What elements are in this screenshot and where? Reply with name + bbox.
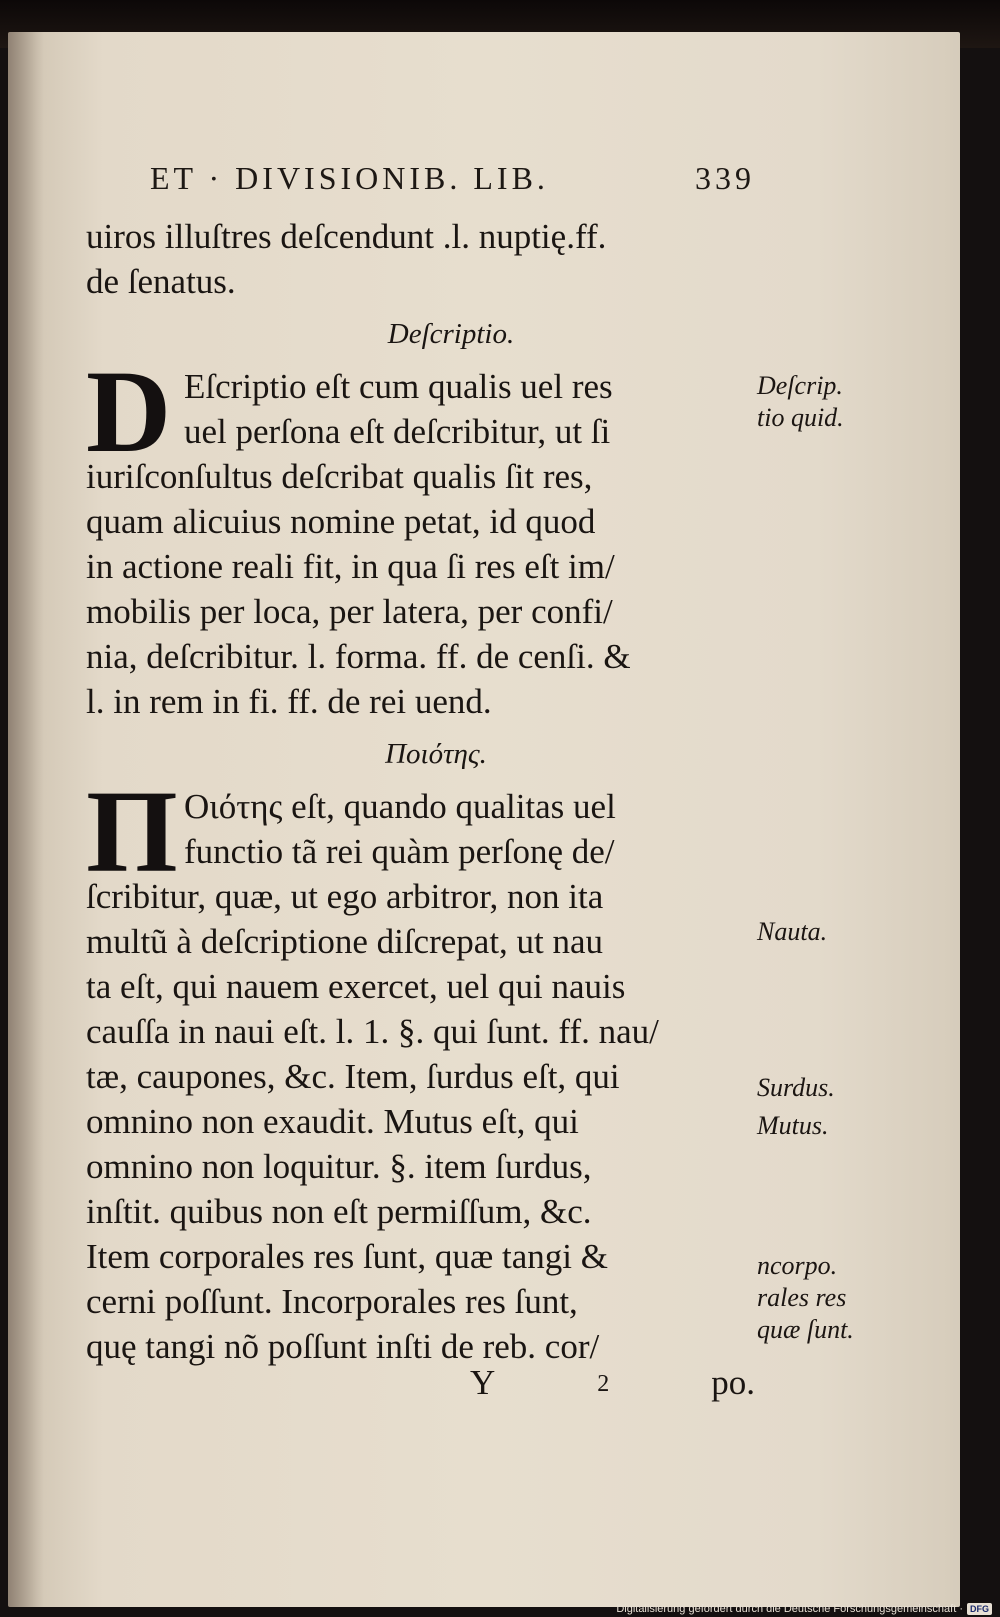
text-line: mobilis per loca, per latera, per confi/ (86, 592, 613, 631)
text-line: omnino non exaudit. Mutus eſt, qui (86, 1102, 579, 1141)
margin-note-line: tio quid. (757, 403, 844, 432)
text-line: tæ, caupones, &c. Item, ſurdus eſt, qui (86, 1057, 620, 1096)
text-line: ta eſt, qui nauem exercet, uel qui nauis (86, 967, 626, 1006)
paragraph-descriptio (86, 346, 746, 724)
margin-note-surdus: Surdus. (757, 1073, 835, 1102)
text-line: in actione reali fit, in qua ſi res eſt im/ (86, 547, 615, 586)
page-number: 339 (695, 160, 755, 196)
credit-text: Digitalisierung gefördert durch die Deutsche Forschungsgemeinschaft · (616, 1603, 963, 1615)
dfg-logo: DFG (967, 1603, 992, 1615)
text-line: multũ à deſcriptione diſcrepat, ut nau (86, 922, 604, 961)
text-line: omnino non loquitur. §. item ſurdus, (86, 1147, 592, 1186)
drop-initial: D (86, 346, 172, 477)
margin-note-descriptio (757, 370, 907, 434)
margin-note-mutus: Mutus. (757, 1111, 829, 1140)
margin-note-line: ncorpo. (757, 1251, 838, 1280)
margin-note-nauta: Nauta. (757, 917, 828, 946)
text-line: quę tangi nõ poſſunt inſti de reb. cor/ (86, 1327, 600, 1366)
paragraph-poiotes (86, 766, 746, 1369)
signature-number: 2 (597, 1371, 610, 1397)
text-line: Οιότης eſt, quando qualitas uel (184, 787, 616, 826)
text-line: inſtit. quibus non eſt permiſſum, &c. (86, 1192, 592, 1231)
section-heading-descriptio: Deſcriptio. (387, 318, 515, 350)
page-gutter-shadow (8, 32, 44, 1607)
catchword: po. (711, 1363, 755, 1402)
section-heading-poiotes: Ποιότης. (385, 738, 487, 770)
margin-note-incorporales (757, 1250, 907, 1346)
running-head (150, 160, 755, 197)
text-line: nia, deſcribitur. l. forma. ff. de cenſi. & (86, 637, 631, 676)
text-line: quam alicuius nomine petat, id quod (86, 502, 596, 541)
text-line: de ſenatus. (86, 262, 236, 301)
text-line: cerni poſſunt. Incorporales res ſunt, (86, 1282, 578, 1321)
signature-mark: Y (470, 1363, 496, 1402)
margin-note-line: rales res (757, 1283, 847, 1312)
text-line: l. in rem in fi. ff. de rei uend. (86, 682, 492, 721)
text-line: uiros illuſtres deſcendunt .l. nuptię.ff. (86, 217, 607, 256)
running-head-title: ET · DIVISIONIB. LIB. (150, 160, 549, 196)
margin-note-line: Deſcrip. (757, 371, 843, 400)
text-line: ſcribitur, quæ, ut ego arbitror, non ita (86, 877, 604, 916)
text-line: cauſſa in naui eſt. l. 1. §. qui ſunt. ff. nau/ (86, 1012, 659, 1051)
text-line: Item corporales res ſunt, quæ tangi & (86, 1237, 608, 1276)
text-line: iuriſconſultus deſcribat qualis ſit res, (86, 457, 593, 496)
drop-initial: Π (86, 766, 178, 897)
main-text (86, 214, 746, 1369)
text-line: Eſcriptio eſt cum qualis uel res (184, 367, 613, 406)
digitization-credit (616, 1603, 992, 1615)
signature-line (470, 1363, 755, 1403)
text-line: uel perſona eſt deſcribitur, ut ſi (184, 412, 611, 451)
margin-note-line: quæ ſunt. (757, 1315, 854, 1344)
text-line: functio tã rei quàm perſonę de/ (184, 832, 615, 871)
